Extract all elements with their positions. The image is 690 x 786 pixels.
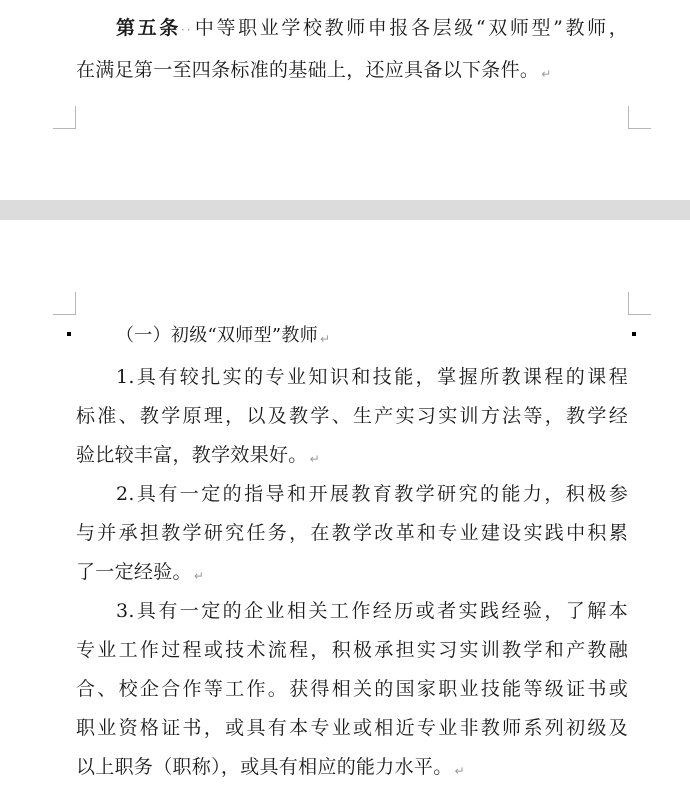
selection-handle-right-icon[interactable] [632, 332, 636, 336]
space-marks-icon: ·· [180, 23, 193, 37]
paragraph-mark-icon: ↵ [309, 452, 320, 466]
item-3-line-2 [76, 632, 628, 668]
article-label: 第五条 [116, 17, 181, 39]
item-text: 以上职务（职称），或具有相应的能力水平。 [76, 756, 453, 778]
section-heading-text: （一）初级“双师型”教师 [116, 325, 319, 346]
item-3-line-3 [76, 671, 628, 707]
selection-handle-left-icon[interactable] [67, 332, 71, 336]
paragraph-mark-icon: ↵ [541, 67, 552, 81]
item-text: 合、校企合作等工作。获得相关的国家职业技能等级证书或 [76, 678, 628, 700]
item-2-line-1 [76, 476, 628, 512]
item-3-line-5 [76, 749, 628, 785]
document-page-2 [0, 220, 690, 786]
item-3-line-1 [76, 593, 628, 629]
item-2-line-3 [76, 554, 628, 590]
article-line-2 [76, 52, 628, 88]
paragraph-mark-icon: ↵ [193, 569, 205, 583]
item-text: 3.具有一定的企业相关工作经历或者实践经验，了解本 [116, 600, 628, 622]
item-text: 验比较丰富，教学效果好。 [76, 444, 308, 466]
margin-corner-top-right-icon [628, 292, 651, 315]
article-line-1 [76, 10, 628, 46]
section-heading [76, 318, 628, 354]
item-2-line-2 [76, 515, 628, 551]
item-text: 与并承担教学研究任务，在教学改革和专业建设实践中积累 [76, 522, 628, 544]
item-1-line-1 [76, 359, 628, 395]
paragraph-mark-icon: ↵ [320, 332, 331, 346]
item-1-line-3 [76, 437, 628, 473]
document-page-1 [0, 0, 690, 200]
item-text: 1.具有较扎实的专业知识和技能，掌握所教课程的课程 [116, 366, 628, 388]
item-3-line-4 [76, 710, 628, 746]
item-text: 标准、教学原理，以及教学、生产实习实训方法等，教学经 [76, 405, 628, 427]
item-1-line-2 [76, 398, 628, 434]
margin-corner-bottom-left-icon [53, 106, 76, 129]
margin-corner-top-left-icon [53, 292, 76, 315]
article-text: 中等职业学校教师申报各层级“双师型”教师， [192, 17, 628, 39]
item-text: 了一定经验。 [76, 561, 192, 583]
margin-corner-bottom-right-icon [628, 106, 651, 129]
paragraph-mark-icon: ↵ [454, 764, 465, 778]
item-text: 2.具有一定的指导和开展教育教学研究的能力，积极参 [116, 483, 628, 505]
page-separator [0, 200, 690, 220]
article-text-line-2: 在满足第一至四条标准的基础上，还应具备以下条件。 [76, 59, 540, 81]
item-text: 专业工作过程或技术流程，积极承担实习实训教学和产教融 [76, 639, 628, 661]
item-text: 职业资格证书，或具有本专业或相近专业非教师系列初级及 [76, 717, 628, 739]
